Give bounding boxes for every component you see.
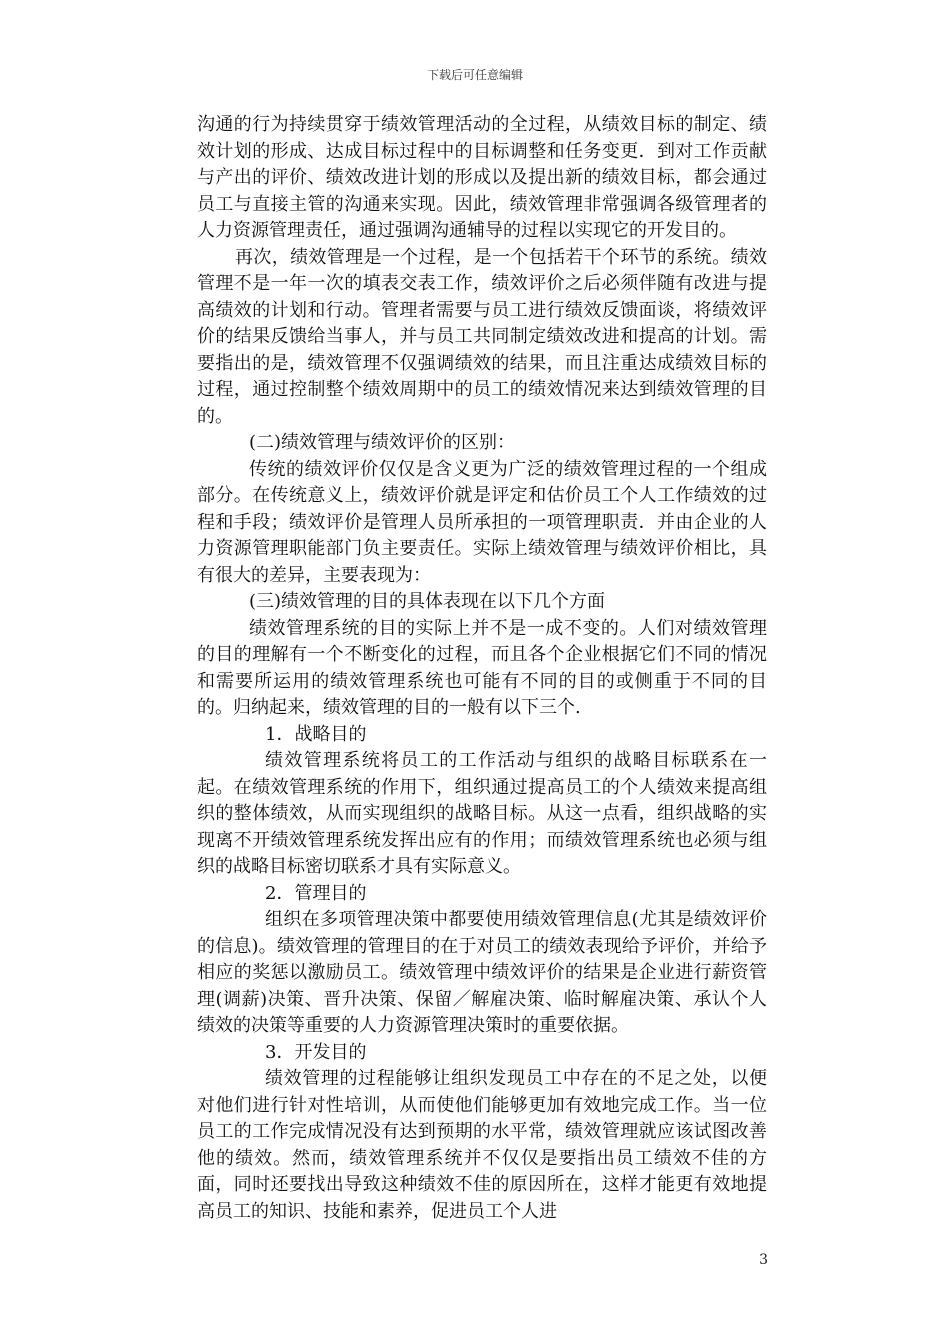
document-body — [197, 112, 767, 1225]
paragraph-purpose-intro: 绩效管理系统的目的实际上并不是一成不变的。人们对绩效管理的目的理解有一个不断变化的过程，而且各个企业根据它们不同的情况和需要所运用的绩效管理系统也可能有不同的目的或侧重于不同的目的。归纳起来，绩效管理的目的一般有以下三个. — [197, 617, 767, 718]
section-heading-3: (三)绩效管理的目的具体表现在以下几个方面 — [249, 591, 606, 612]
subheading-development: 3．开发目的 — [265, 1041, 367, 1063]
subheading-strategic: 1．战略目的 — [265, 723, 367, 745]
page-number: 3 — [759, 1252, 768, 1268]
section-heading-2: (二)绩效管理与绩效评价的区别： — [249, 432, 516, 453]
paragraph-management: 组织在多项管理决策中都要使用绩效管理信息(尤其是绩效评价的信息)。绩效管理的管理目的在于对员工的绩效表现给予评价，并给予相应的奖惩以激励员工。绩效管理中绩效评价的结果是企业进行薪资管理(调薪)决策、晋升决策、保留／解雇决策、临时解雇决策、承认个人绩效的决策等重要的人力资源管理决策时的重要依据。 — [197, 909, 767, 1036]
page-header: 下载后可任意编辑 — [426, 68, 523, 82]
paragraph-development: 绩效管理的过程能够让组织发现员工中存在的不足之处，以便对他们进行针对性培训，从而使他们能够更加有效地完成工作。当一位员工的工作完成情况没有达到预期的水平常，绩效管理就应该试图改善他的绩效。然而，绩效管理系统并不仅仅是要指出员工绩效不佳的方面，同时还要找出导致这种绩效不佳的原因所在，这样才能更有效地提高员工的知识、技能和素养，促进员工个人进 — [197, 1068, 767, 1222]
paragraph-communication: 沟通的行为持续贯穿于绩效管理活动的全过程，从绩效目标的制定、绩效计划的形成、达成目标过程中的目标调整和任务变更．到对工作贡献与产出的评价、绩效改进计划的形成以及提出新的绩效目标，都会通过员工与直接主管的沟通来实现。因此，绩效管理非常强调各级管理者的人力资源管理责任，通过强调沟通辅导的过程以实现它的开发目的。 — [197, 114, 767, 241]
paragraph-traditional-evaluation: 传统的绩效评价仅仅是含义更为广泛的绩效管理过程的一个组成部分。在传统意义上，绩效评价就是评定和估价员工个人工作绩效的过程和手段；绩效评价是管理人员所承担的一项管理职责．并由企业的人力资源管理职能部门负主要责任。实际上绩效管理与绩效评价相比，具有很大的差异，主要表现为： — [197, 458, 767, 586]
paragraph-strategic: 绩效管理系统将员工的工作活动与组织的战略目标联系在一起。在绩效管理系统的作用下，组织通过提高员工的个人绩效来提高组织的整体绩效，从而实现组织的战略目标。从这一点看，组织战略的实现离不开绩效管理系统发挥出应有的作用；而绩效管理系统也必须与组织的战略目标密切联系才具有实际意义。 — [197, 750, 767, 877]
paragraph-process: 再次，绩效管理是一个过程，是一个包括若干个环节的系统。绩效管理不是一年一次的填表交表工作，绩效评价之后必须伴随有改进与提高绩效的计划和行动。管理者需要与员工进行绩效反馈面谈，将绩效评价的结果反馈给当事人，并与员工共同制定绩效改进和提高的计划。需要指出的是，绩效管理不仅强调绩效的结果，而且注重达成绩效目标的过程，通过控制整个绩效周期中的员工的绩效情况来达到绩效管理的目的。 — [197, 246, 767, 427]
subheading-management: 2．管理目的 — [265, 882, 367, 904]
